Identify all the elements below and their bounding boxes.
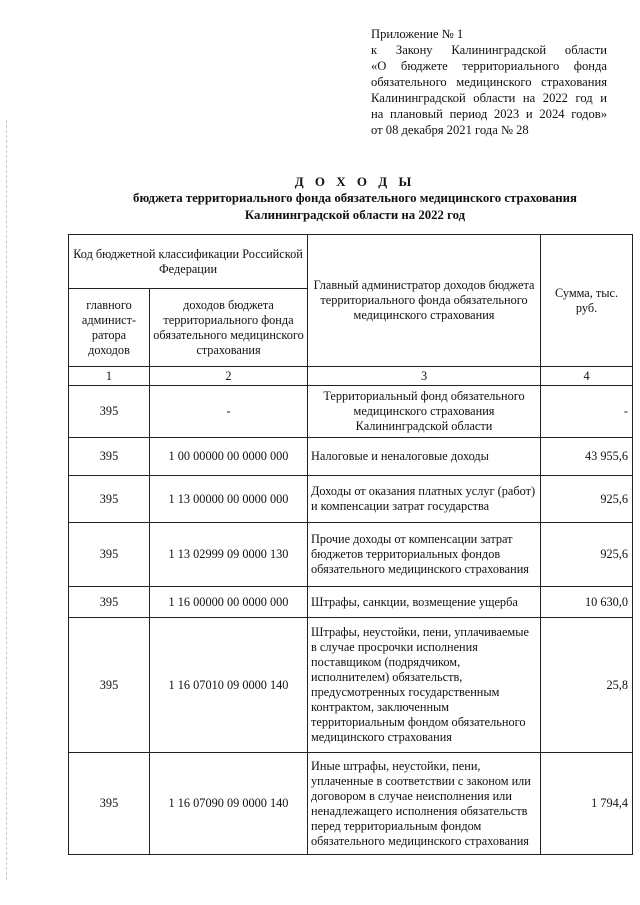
cell-code: 1 16 07010 09 0000 140 bbox=[150, 618, 308, 753]
column-number: 3 bbox=[308, 367, 541, 386]
table-row bbox=[69, 753, 633, 855]
cell-name: Прочие доходы от компенсации затрат бюджетов территориальных фондов обязательного медицинского страхования bbox=[308, 523, 541, 587]
table-row bbox=[69, 386, 633, 438]
cell-code: 1 13 02999 09 0000 130 bbox=[150, 523, 308, 587]
cell-admin: 395 bbox=[69, 523, 150, 587]
table-row bbox=[69, 476, 633, 523]
table-row bbox=[69, 587, 633, 618]
appendix-line: Калининградской области на 2022 год и bbox=[371, 91, 607, 105]
header-classification: Код бюджетной классификации Российской Федерации bbox=[69, 235, 308, 289]
cell-sum: - bbox=[541, 386, 633, 438]
cell-name: Доходы от оказания платных услуг (работ) и компенсации затрат государства bbox=[308, 476, 541, 523]
cell-name: Территориальный фонд обязательного медицинского страхования Калининградской области bbox=[308, 386, 541, 438]
header-admin-code: главного админист-ратора доходов bbox=[69, 289, 150, 367]
cell-sum: 10 630,0 bbox=[541, 587, 633, 618]
document-title bbox=[95, 173, 615, 224]
cell-admin: 395 bbox=[69, 438, 150, 476]
header-revenue-code: доходов бюджета территориального фонда обязательного медицинского страхования bbox=[150, 289, 308, 367]
cell-code: 1 13 00000 00 0000 000 bbox=[150, 476, 308, 523]
appendix-note bbox=[371, 26, 607, 138]
cell-name: Штрафы, санкции, возмещение ущерба bbox=[308, 587, 541, 618]
appendix-line: Приложение № 1 bbox=[371, 27, 464, 41]
cell-sum: 925,6 bbox=[541, 523, 633, 587]
table-row bbox=[69, 523, 633, 587]
appendix-line: обязательного медицинского страхования bbox=[371, 75, 607, 89]
cell-sum: 1 794,4 bbox=[541, 753, 633, 855]
appendix-line: от 08 декабря 2021 года № 28 bbox=[371, 123, 529, 137]
appendix-line: «О бюджете территориального фонда bbox=[371, 59, 607, 73]
cell-admin: 395 bbox=[69, 587, 150, 618]
cell-code: 1 16 00000 00 0000 000 bbox=[150, 587, 308, 618]
cell-code: - bbox=[150, 386, 308, 438]
appendix-line: на плановый период 2023 и 2024 годов» bbox=[371, 107, 607, 121]
cell-sum: 43 955,6 bbox=[541, 438, 633, 476]
title-subheading: бюджета территориального фонда обязательного медицинского страхования bbox=[133, 191, 577, 205]
column-number: 4 bbox=[541, 367, 633, 386]
cell-name: Иные штрафы, неустойки, пени, уплаченные в соответствии с законом или договором в случае неисполнения или ненадлежащего исполнения обязательств перед территориальным фондом обязательного медицинского страхования bbox=[308, 753, 541, 855]
cell-code: 1 00 00000 00 0000 000 bbox=[150, 438, 308, 476]
cell-code: 1 16 07090 09 0000 140 bbox=[150, 753, 308, 855]
table-row bbox=[69, 618, 633, 753]
column-number: 2 bbox=[150, 367, 308, 386]
cell-admin: 395 bbox=[69, 386, 150, 438]
header-sum: Сумма, тыс. руб. bbox=[541, 235, 633, 367]
cell-admin: 395 bbox=[69, 476, 150, 523]
appendix-line: к Закону Калининградской области bbox=[371, 43, 607, 57]
cell-sum: 925,6 bbox=[541, 476, 633, 523]
header-administrator: Главный администратор доходов бюджета территориального фонда обязательного медицинского страхования bbox=[308, 235, 541, 367]
title-heading: Д О Х О Д Ы bbox=[294, 174, 416, 189]
cell-sum: 25,8 bbox=[541, 618, 633, 753]
title-subheading-2: Калининградской области на 2022 год bbox=[244, 208, 466, 222]
cell-admin: 395 bbox=[69, 618, 150, 753]
table-row bbox=[69, 438, 633, 476]
page-edge-marks bbox=[6, 120, 9, 880]
cell-name: Налоговые и неналоговые доходы bbox=[308, 438, 541, 476]
cell-admin: 395 bbox=[69, 753, 150, 855]
revenue-table bbox=[68, 234, 633, 855]
cell-name: Штрафы, неустойки, пени, уплачиваемые в случае просрочки исполнения поставщиком (подрядчиком, исполнителем) обязательств, предусмотренных государственным контрактом, заключенным территориальным фондом обязательного медицинского страхования bbox=[308, 618, 541, 753]
column-number: 1 bbox=[69, 367, 150, 386]
